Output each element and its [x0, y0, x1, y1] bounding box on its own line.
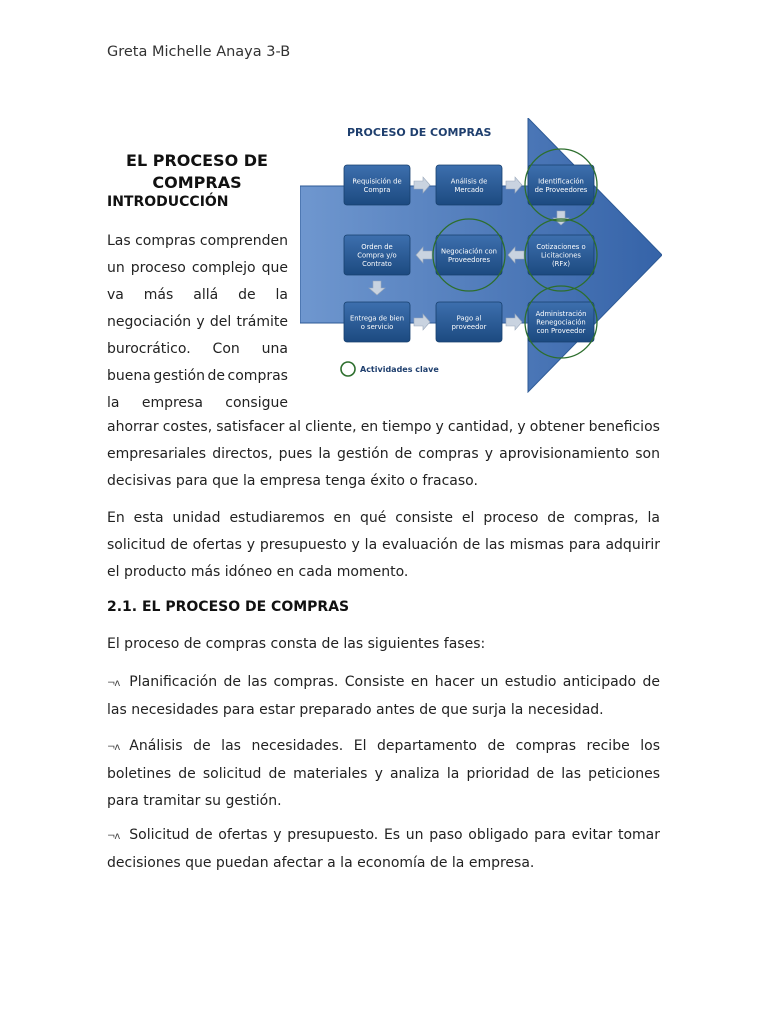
intro-word: trámite [236, 314, 288, 330]
intro-word: un [107, 260, 125, 276]
intro-line [107, 309, 288, 336]
intro-line [107, 282, 288, 309]
process-step-label: Requisición de [352, 177, 402, 186]
document-title [107, 150, 287, 194]
diagram-legend: Actividades clave [360, 365, 439, 374]
intro-word: Con [212, 341, 240, 357]
intro-word: de [238, 287, 256, 303]
intro-word: compras [135, 233, 196, 249]
intro-word: gestión [153, 368, 205, 384]
title-line-1: EL PROCESO DE [126, 151, 268, 170]
intro-line: decisivas para que la empresa tenga éxito o fracaso. [107, 473, 478, 489]
bullet-item-1 [107, 669, 660, 724]
process-step-label: con Proveedor [536, 327, 586, 335]
process-step-label: de Proveedores [534, 185, 588, 194]
paragraph-unit-description: En esta unidad estudiaremos en qué consiste el proceso de compras, la solicitud de ofertas y presupuesto y la evaluación de las mismas para adquirir el producto más idóneo en cada momento. [107, 510, 660, 580]
process-step-label: Cotizaciones o [536, 243, 586, 251]
intro-line [107, 363, 288, 390]
intro-word: comprenden [199, 233, 288, 249]
intro-word: empresa [141, 395, 203, 411]
process-step-label: (RFx) [552, 260, 570, 268]
process-step-label: Pago al [456, 314, 482, 323]
intro-line: ahorrar costes, satisfacer al cliente, en tiempo y cantidad, y obtener beneficios [107, 419, 660, 435]
process-step-label: Administración [535, 310, 587, 318]
bullet-marker: ¬ᴧ [107, 831, 120, 842]
intro-line [107, 255, 288, 282]
intro-word: la [275, 287, 288, 303]
intro-word: buena [107, 368, 151, 384]
process-step-label: o servicio [360, 322, 394, 331]
process-step-label: Compra y/o [357, 251, 397, 260]
intro-word: y [196, 314, 205, 330]
author-header: Greta Michelle Anaya 3-B [107, 44, 291, 60]
intro-word: la [107, 395, 120, 411]
legend-ring-icon [341, 362, 355, 376]
intro-word: consigue [225, 395, 288, 411]
intro-paragraph-wide [107, 414, 660, 495]
process-step-label: Compra [363, 185, 391, 194]
process-step-label: Identificación [538, 177, 584, 186]
bullet-item-3 [107, 822, 660, 877]
intro-line [107, 390, 288, 417]
process-step-label: Análisis de [450, 177, 488, 186]
title-line-2: COMPRAS [152, 173, 242, 192]
intro-word: va [107, 287, 124, 303]
section-heading: 2.1. EL PROCESO DE COMPRAS [107, 599, 350, 615]
intro-line: empresariales directos, pues la gestión de compras y aprovisionamiento son [107, 446, 660, 462]
intro-paragraph-narrow [107, 228, 288, 417]
bullet-text: Solicitud de ofertas y presupuesto. Es un paso obligado para evitar tomar decisiones que puedan afectar a la economía de la empresa. [107, 827, 660, 871]
intro-word: que [261, 260, 288, 276]
bullet-text: Análisis de las necesidades. El departamento de compras recibe los boletines de solicitud de materiales y analiza la prioridad de las peticiones para tramitar su gestión. [107, 738, 660, 809]
intro-word: más [143, 287, 174, 303]
process-step-label: proveedor [451, 322, 487, 331]
intro-word: complejo [191, 260, 256, 276]
intro-heading: INTRODUCCIÓN [107, 194, 229, 210]
process-step-label: Orden de [361, 243, 393, 251]
process-step-label: Mercado [454, 185, 484, 194]
bullet-marker: ¬ᴧ [107, 678, 120, 689]
process-step-label: Entrega de bien [349, 314, 405, 323]
process-step-label: Negociación con [441, 247, 497, 256]
purchasing-process-diagram [300, 118, 662, 393]
intro-word: proceso [130, 260, 186, 276]
process-step-label: Renegociación [536, 318, 586, 327]
intro-word: del [209, 314, 232, 330]
bullet-text: Planificación de las compras. Consiste en hacer un estudio anticipado de las necesidades para estar preparado antes de que surja la necesidad. [107, 674, 660, 718]
process-step-label: Contrato [362, 260, 392, 268]
process-step-label: Proveedores [447, 255, 491, 264]
intro-word: compras [227, 368, 288, 384]
intro-word: de [207, 368, 226, 384]
intro-line [107, 228, 288, 255]
bullet-item-2 [107, 733, 660, 815]
diagram-title: PROCESO DE COMPRAS [347, 126, 492, 139]
process-step-label: Licitaciones [541, 251, 581, 260]
bullet-marker: ¬ᴧ [107, 742, 120, 753]
intro-word: burocrático. [107, 341, 191, 357]
intro-word: negociación [107, 314, 192, 330]
intro-word: Las [107, 233, 131, 249]
intro-word: allá [193, 287, 219, 303]
intro-word: una [261, 341, 288, 357]
section-intro: El proceso de compras consta de las siguientes fases: [107, 636, 486, 652]
intro-line [107, 336, 288, 363]
